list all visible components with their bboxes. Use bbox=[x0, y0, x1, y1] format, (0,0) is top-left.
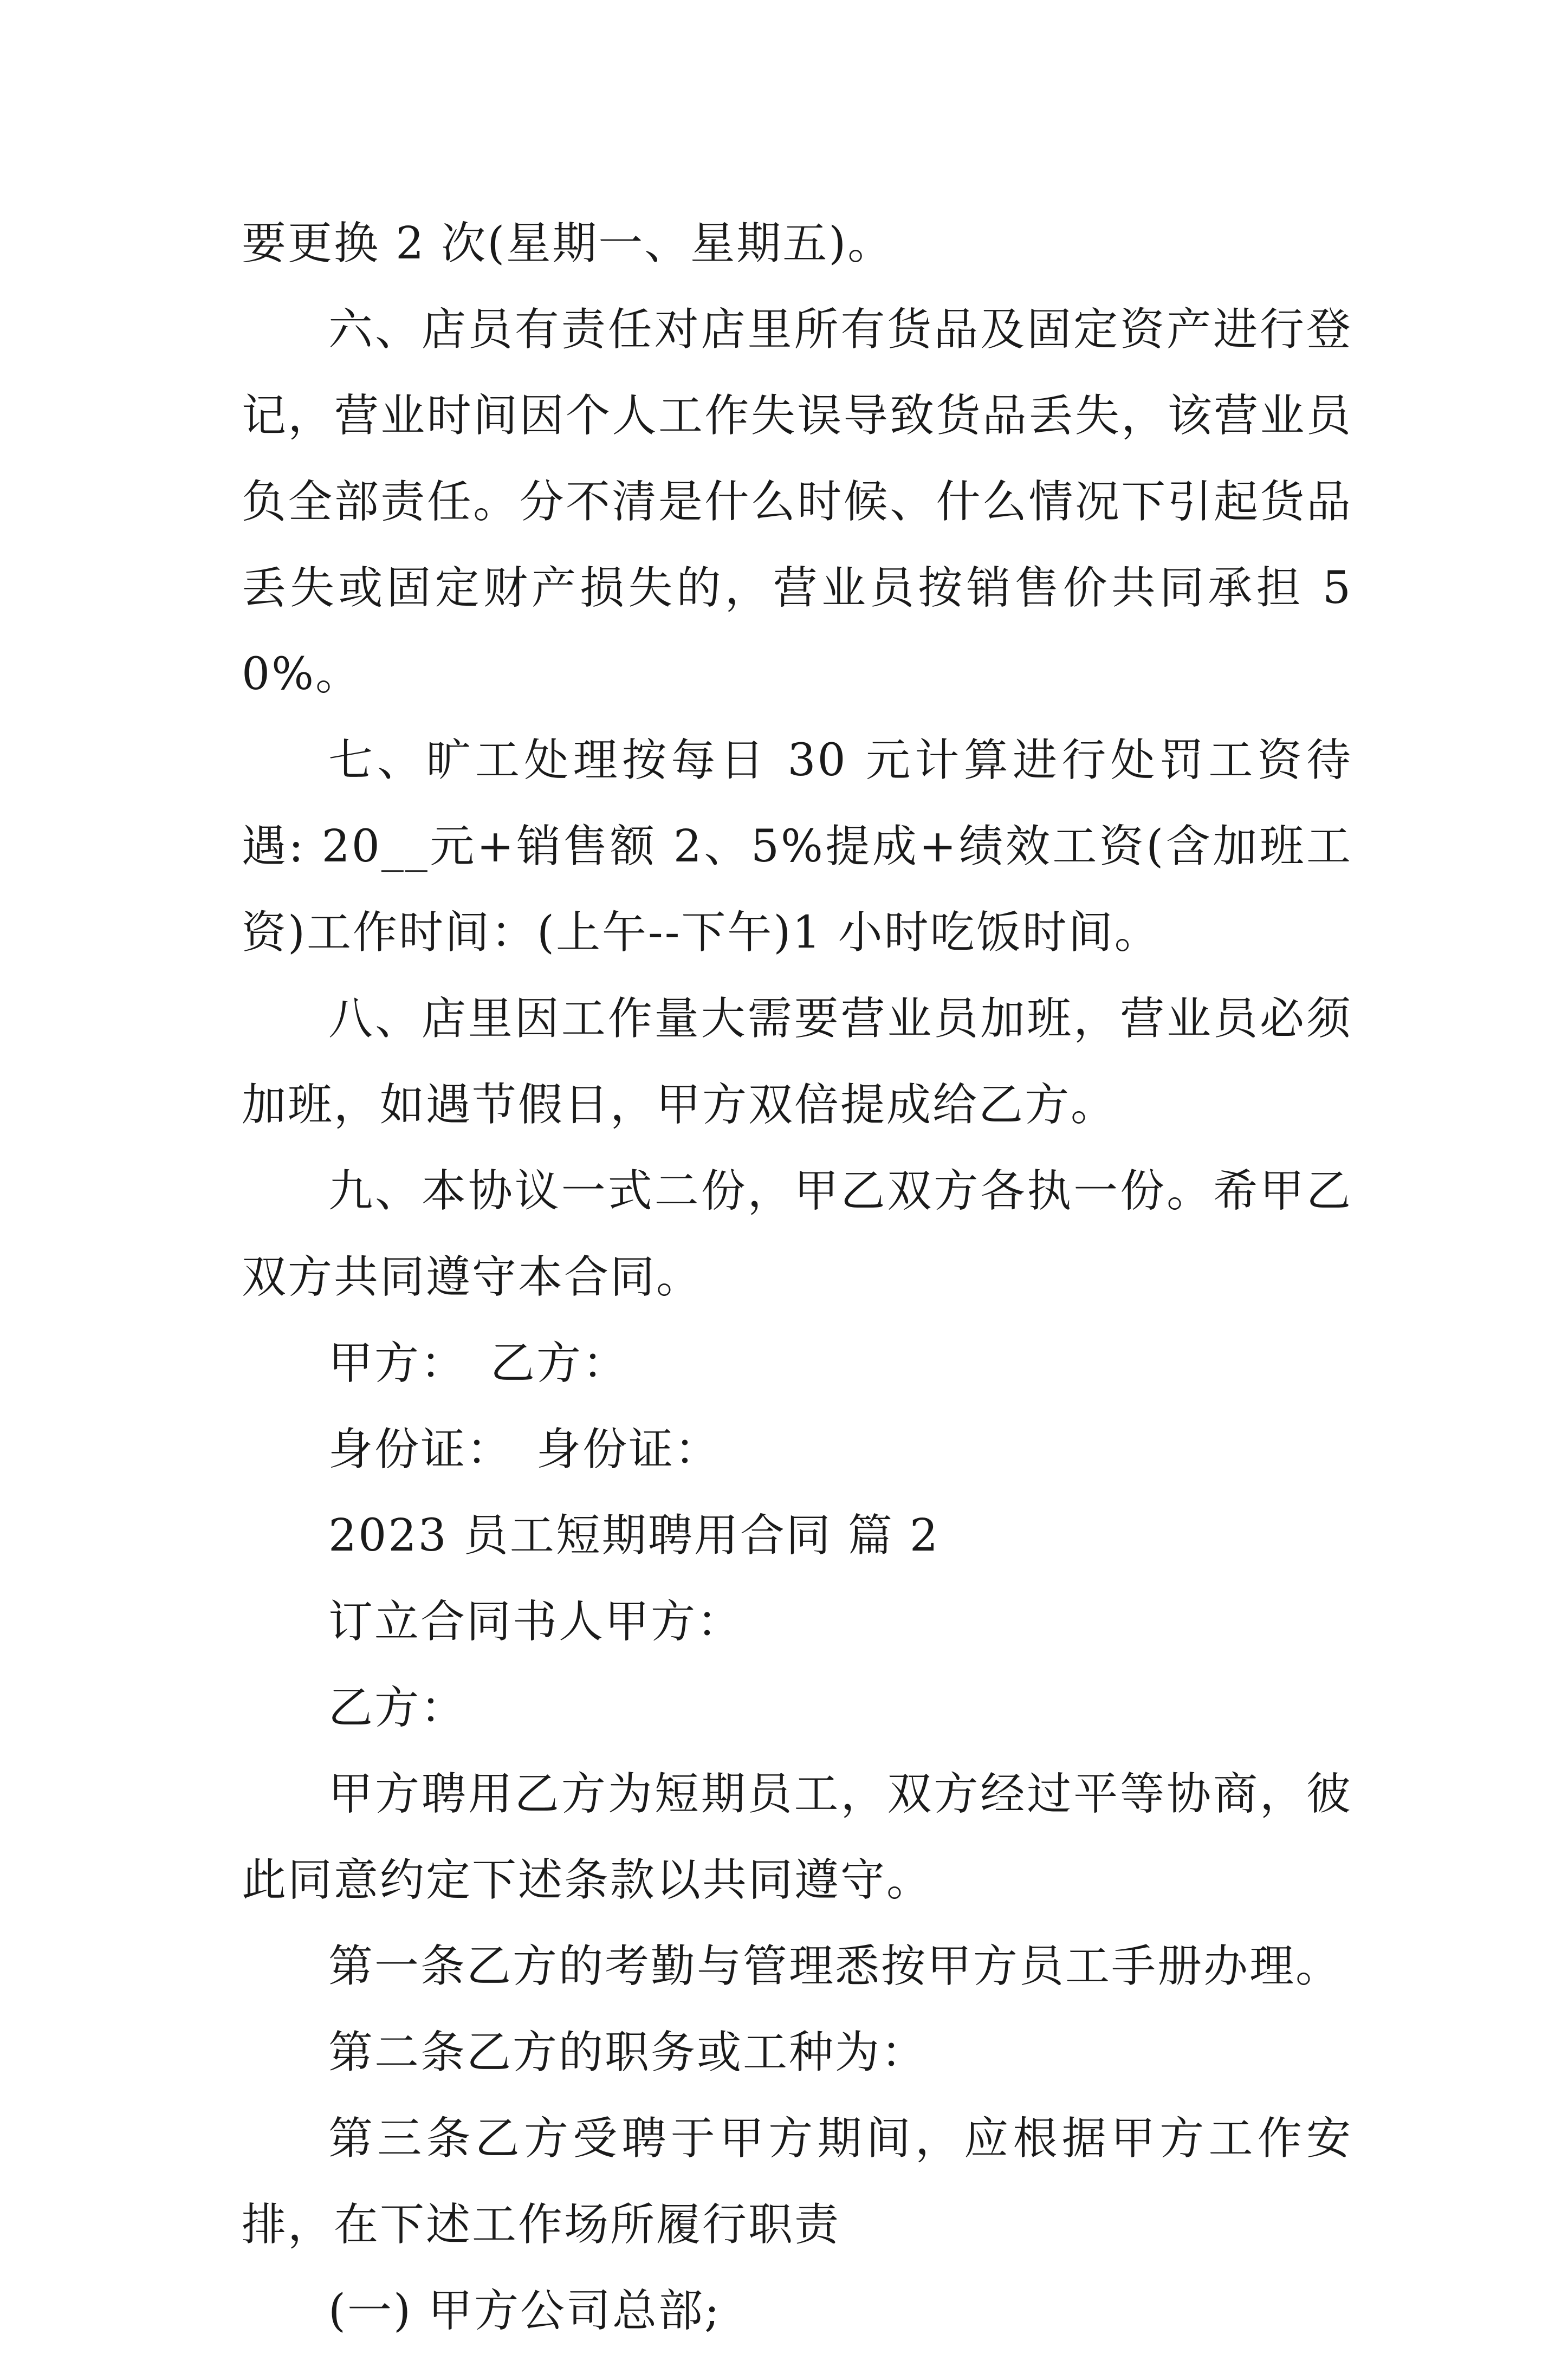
article-two: 第二条乙方的职务或工种为： bbox=[328, 2027, 928, 2078]
preamble: 甲方聘用乙方为短期员工，双方经过平等协商，彼此同意约定下述条款以共同遵守。 bbox=[242, 1768, 1352, 1906]
document-body bbox=[242, 200, 1352, 2354]
article-one: 第一条乙方的考勤与管理悉按甲方员工手册办理。 bbox=[328, 1941, 1342, 1992]
clause-six: 六、店员有责任对店里所有货品及固定资产进行登记，营业时间因个人工作失误导致货品丢失，该营业员负全部责任。分不清是什么时候、什么情况下引起货品丢失或固定财产损失的，营业员按销售价共同承担 50%。 bbox=[242, 304, 1352, 700]
article-three: 第三条乙方受聘于甲方期间，应根据甲方工作安排，在下述工作场所履行职责 bbox=[242, 2113, 1352, 2251]
section-heading: 2023 员工短期聘用合同 篇 2 bbox=[328, 1510, 940, 1561]
article-three-item-one: (一) 甲方公司总部; bbox=[328, 2285, 721, 2337]
clause-eight: 八、店里因工作量大需要营业员加班，营业员必须加班，如遇节假日，甲方双倍提成给乙方。 bbox=[242, 993, 1352, 1131]
party-b-line: 乙方： bbox=[328, 1682, 467, 1734]
paragraph-continuation: 要更换 2 次(星期一、星期五)。 bbox=[242, 218, 894, 269]
clause-nine: 九、本协议一式二份，甲乙双方各执一份。希甲乙双方共同遵守本合同。 bbox=[242, 1165, 1352, 1303]
party-a-line: 订立合同书人甲方： bbox=[328, 1596, 743, 1648]
clause-seven: 七、旷工处理按每日 30 元计算进行处罚工资待遇: 20__元+销售额 2、5%提成+绩效工资(含加班工资)工作时间：(上午--下午)1 小时吃饭时间。 bbox=[242, 735, 1352, 958]
signature-id-line: 身份证： 身份证： bbox=[328, 1424, 721, 1475]
signature-party-line: 甲方： 乙方： bbox=[328, 1338, 629, 1389]
